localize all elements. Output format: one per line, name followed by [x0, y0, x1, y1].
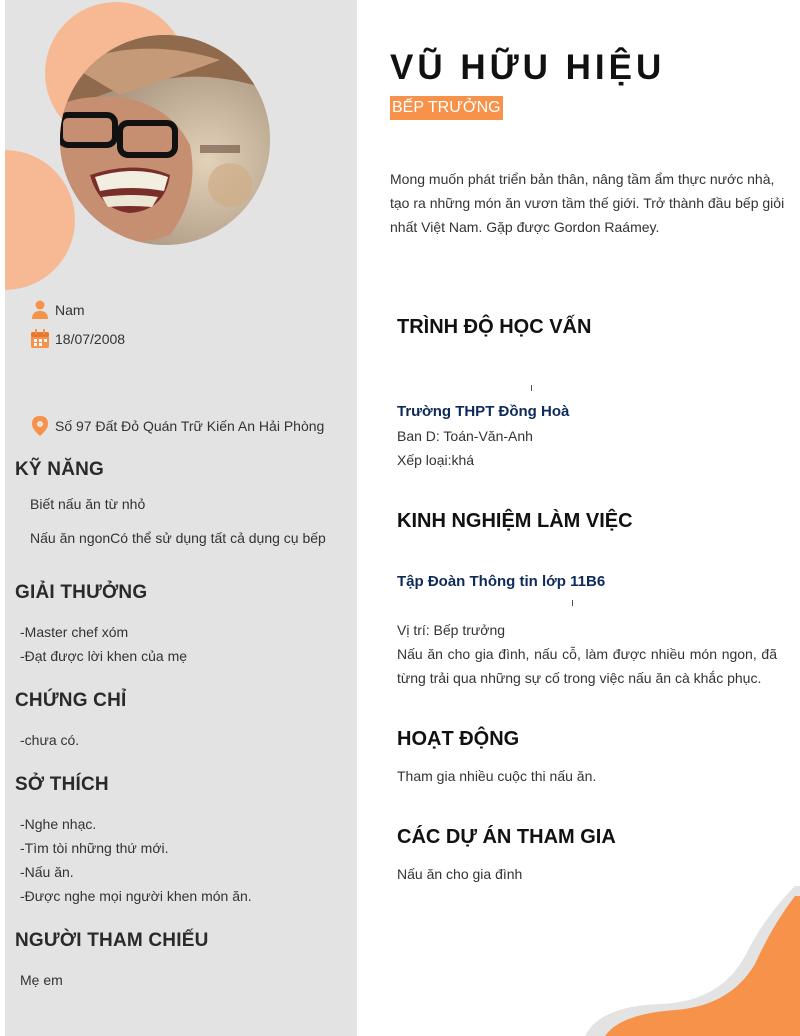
- hobby-item: -Nghe nhạc.: [20, 816, 97, 832]
- activities-heading: HOẠT ĐỘNG: [397, 728, 520, 750]
- divider-tick: [531, 385, 532, 391]
- skill-item: Biết nấu ăn từ nhỏ: [30, 496, 146, 512]
- calendar-icon: [30, 329, 50, 349]
- references-heading: NGƯỜI THAM CHIẾU: [15, 930, 209, 951]
- hobby-item: -Tìm tòi những thứ mới.: [20, 840, 169, 856]
- school-major: Ban D: Toán-Văn-Anh: [397, 428, 533, 444]
- birthday-text: 18/07/2008: [55, 331, 126, 347]
- school-rank: Xếp loại:khá: [397, 452, 475, 468]
- map-pin-icon: [30, 416, 50, 436]
- certificate-item: -chưa có.: [20, 732, 80, 748]
- person-icon: [30, 300, 50, 320]
- avatar-photo: [60, 35, 270, 245]
- job-position: Vị trí: Bếp trưởng: [397, 622, 506, 638]
- skill-item: Nấu ăn ngonCó thể sử dụng tất cả dụng cụ bếp: [30, 530, 326, 546]
- school-name: Trường THPT Đồng Hoà: [397, 403, 570, 420]
- full-name: VŨ HỮU HIỆU: [390, 48, 666, 87]
- hobby-item: -Nấu ăn.: [20, 864, 74, 880]
- company-name: Tập Đoàn Thông tin lớp 11B6: [397, 573, 606, 590]
- skills-heading: KỸ NĂNG: [15, 459, 105, 480]
- career-objective: Mong muốn phát triển bản thân, nâng tầm ẩm thực nước nhà, tạo ra những món ăn vươn tầm thế giới. Trở thành đầu bếp giỏi nhất Việt Nam. Gặp được Gordon Raámey.: [390, 171, 785, 235]
- hobbies-heading: SỞ THÍCH: [15, 774, 109, 795]
- birthday-row: [30, 329, 125, 349]
- decorative-corner-wave: [580, 886, 800, 1036]
- gender-row: [30, 300, 85, 320]
- award-item: -Đạt được lời khen của mẹ: [20, 648, 188, 664]
- projects-text: Nấu ăn cho gia đình: [397, 866, 523, 882]
- certificates-heading: CHỨNG CHỈ: [15, 690, 127, 711]
- education-heading: TRÌNH ĐỘ HỌC VẤN: [397, 316, 592, 338]
- avatar: [60, 35, 270, 245]
- activities-text: Tham gia nhiều cuộc thi nấu ăn.: [397, 768, 597, 784]
- gender-text: Nam: [55, 302, 85, 318]
- job-description: Nấu ăn cho gia đình, nấu cỗ, làm được nhiều món ngon, đã từng trải qua những sự cố trong việc nấu ăn cà khắc phục.: [397, 646, 777, 686]
- reference-item: Mẹ em: [20, 972, 63, 988]
- sidebar: [5, 0, 357, 1036]
- job-title-badge: BẾP TRƯỞNG: [390, 96, 503, 120]
- award-item: -Master chef xóm: [20, 624, 129, 640]
- address-text: Số 97 Đất Đỏ Quán Trữ Kiến An Hải Phòng: [55, 418, 325, 434]
- experience-heading: KINH NGHIỆM LÀM VIỆC: [397, 510, 633, 532]
- projects-heading: CÁC DỰ ÁN THAM GIA: [397, 826, 616, 848]
- awards-heading: GIẢI THƯỞNG: [15, 582, 148, 603]
- address-row: [30, 416, 324, 436]
- divider-tick: [572, 600, 573, 606]
- hobby-item: -Được nghe mọi người khen món ăn.: [20, 888, 252, 904]
